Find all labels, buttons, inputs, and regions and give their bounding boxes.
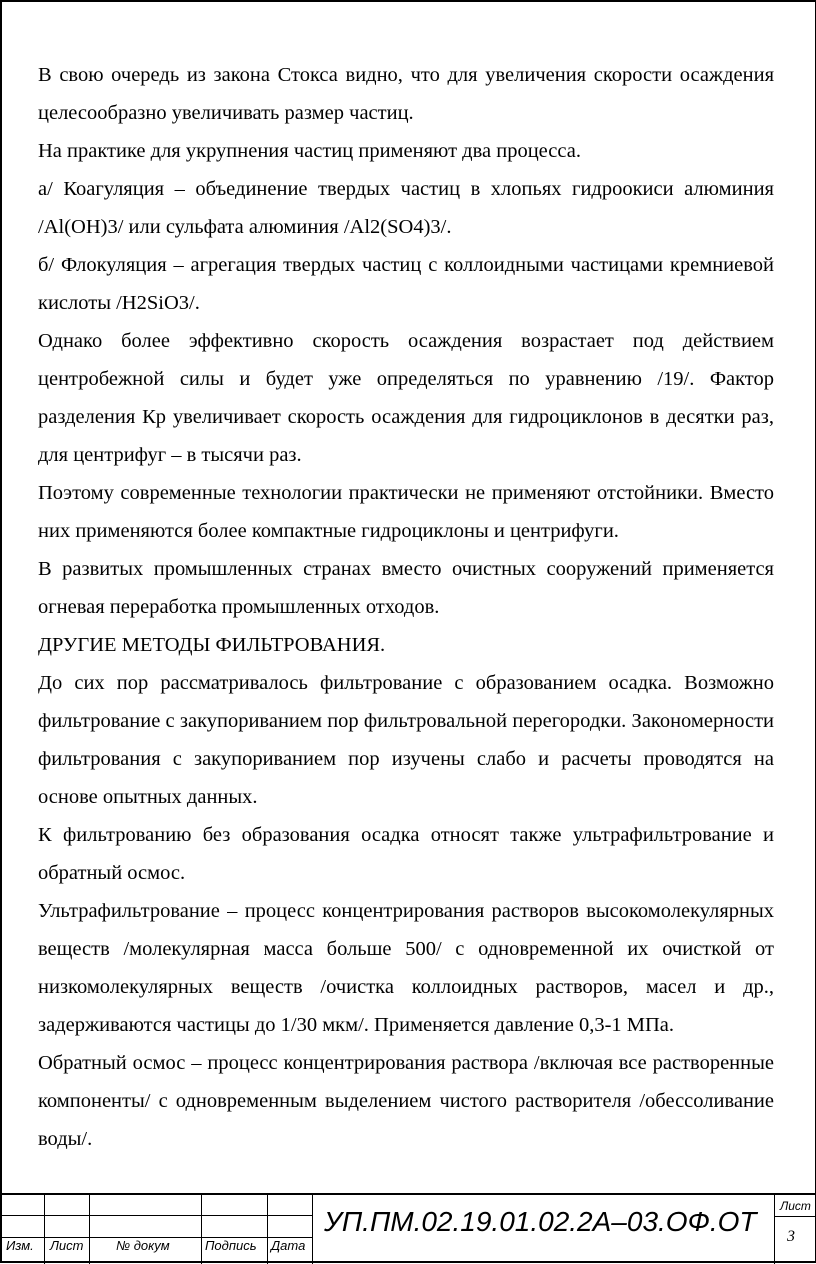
stamp-col-doc xyxy=(90,1195,202,1264)
stamp-label-date: Дата xyxy=(271,1238,306,1253)
sheet-divider xyxy=(775,1216,815,1217)
paragraph: В свою очередь из закона Стокса видно, что для увеличения скорости осаждения целесообразно увеличивать размер частиц. xyxy=(38,64,774,124)
document-body xyxy=(38,56,774,1158)
sheet-label: Лист xyxy=(780,1199,811,1213)
paragraph: Обратный осмос – процесс концентрирования раствора /включая все растворенные компоненты/ с одновременным выделением чистого растворителя /обессоливание воды/. xyxy=(38,1052,774,1150)
paragraph: Ультрафильтрование – процесс концентрирования растворов высокомолекулярных веществ /молекулярная масса больше 500/ с одновременной их очисткой от низкомолекулярных веществ /очистка коллоидных растворов, масел и др., задерживаются частицы до 1/30 мкм/. Применяется давление 0,3-1 МПа. xyxy=(38,900,774,1036)
section-heading: ДРУГИЕ МЕТОДЫ ФИЛЬТРОВАНИЯ. xyxy=(38,634,386,656)
paragraph: До сих пор рассматривалось фильтрование с образованием осадка. Возможно фильтрование с закупориванием пор фильтровальной перегородки. Закономерности фильтрования с закупориванием пор изучены слабо и расчеты проводятся на основе опытных данных. xyxy=(38,672,774,808)
paragraph: Однако более эффективно скорость осаждения возрастает под действием центробежной силы и будет уже определяться по уравнению /19/. Фактор разделения Кр увеличивает скорость осаждения для гидроциклонов в десятки раз, для центрифуг – в тысячи раз. xyxy=(38,330,774,466)
paragraph: К фильтрованию без образования осадка относят также ультрафильтрование и обратный осмос. xyxy=(38,824,774,884)
stamp-label-list: Лист xyxy=(50,1238,84,1253)
stamp-col-list xyxy=(45,1195,90,1264)
stamp-col-signature xyxy=(202,1195,268,1264)
paragraph: На практике для укрупнения частиц применяют два процесса. xyxy=(38,140,581,162)
stamp-row-line xyxy=(0,1215,313,1216)
paragraph: б/ Флокуляция – агрегация твердых частиц с коллоидными частицами кремниевой кислоты /H2SiO3/. xyxy=(38,254,774,314)
sheet-number: 3 xyxy=(787,1228,795,1245)
stamp-col-date xyxy=(268,1195,313,1264)
stamp-col-izm xyxy=(0,1195,45,1264)
stamp-label-signature: Подпись xyxy=(205,1238,257,1253)
stamp-label-doc: № докум xyxy=(116,1238,170,1253)
paragraph: Поэтому современные технологии практически не применяют отстойники. Вместо них применяются более компактные гидроциклоны и центрифуги. xyxy=(38,482,774,542)
document-code: УП.ПМ.02.19.01.02.2А–03.ОФ.ОТ xyxy=(324,1206,757,1237)
paragraph: а/ Коагуляция – объединение твердых частиц в хлопьях гидроокиси алюминия /Al(OH)3/ или сульфата алюминия /Al2(SO4)3/. xyxy=(38,178,774,238)
stamp-label-izm: Изм. xyxy=(6,1238,34,1253)
paragraph: В развитых промышленных странах вместо очистных сооружений применяется огневая переработка промышленных отходов. xyxy=(38,558,774,618)
